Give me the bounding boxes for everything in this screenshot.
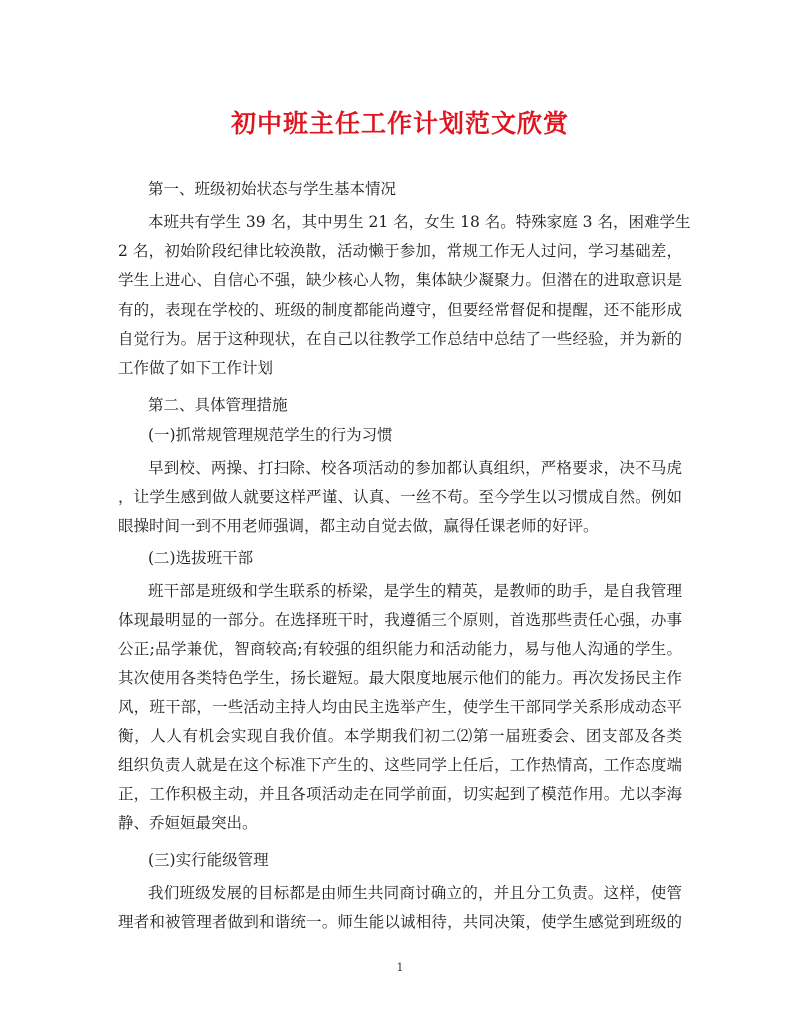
- heading-line: 第二、具体管理措施: [148, 396, 288, 414]
- body-line: 2 名，初始阶段纪律比较涣散，活动懒于参加，常规工作无人过问，学习基础差，: [118, 242, 682, 260]
- body-line: 静、乔姮姮最突出。: [118, 814, 258, 832]
- subheading-line: (三)实行能级管理: [148, 851, 269, 869]
- page-number: 1: [396, 961, 404, 974]
- subheading-line: (一)抓常规管理规范学生的行为习惯: [148, 426, 393, 444]
- body-line: 眼操时间一到不用老师强调，都主动自觉去做，赢得任课老师的好评。: [118, 517, 599, 535]
- body-line: ，让学生感到做人就要这样严谨、认真、一丝不苟。至今学生以习惯成自然。例如: [118, 488, 682, 506]
- document-title: 初中班主任工作计划范文欣赏: [230, 109, 569, 138]
- body-line: 早到校、两操、打扫除、校各项活动的参加都认真组织，严格要求，决不马虎: [148, 459, 682, 477]
- subheading-line: (二)选拔班干部: [148, 549, 254, 567]
- body-line: 自觉行为。居于这种现状，在自己以往教学工作总结中总结了一些经验，并为新的: [118, 330, 682, 348]
- body-line: 工作做了如下工作计划: [118, 359, 274, 377]
- body-line: 正，工作积极主动，并且各项活动走在同学前面，切实起到了模范作用。尤以李海: [118, 785, 682, 803]
- body-line: 衡，人人有机会实现自我价值。本学期我们初二⑵第一届班委会、团支部及各类: [118, 727, 682, 745]
- heading-line: 第一、班级初始状态与学生基本情况: [148, 180, 397, 198]
- body-line: 体现最明显的一部分。在选择班干时，我遵循三个原则，首选那些责任心强，办事: [118, 611, 682, 629]
- body-line: 公正;品学兼优，智商较高;有较强的组织能力和活动能力，易与他人沟通的学生。: [118, 640, 682, 658]
- body-line: 组织负责人就是在这个标准下产生的、这些同学上任后，工作热情高，工作态度端: [118, 756, 682, 774]
- body-line: 班干部是班级和学生联系的桥梁，是学生的精英，是教师的助手，是自我管理: [148, 582, 682, 600]
- body-line: 其次使用各类特色学生，扬长避短。最大限度地展示他们的能力。再次发扬民主作: [118, 669, 682, 687]
- body-line: 有的，表现在学校的、班级的制度都能尚遵守，但要经常督促和提醒，还不能形成: [118, 301, 682, 319]
- body-line: 本班共有学生 39 名，其中男生 21 名，女生 18 名。特殊家庭 3 名，困难学生: [148, 213, 691, 231]
- body-line: 学生上进心、自信心不强，缺少核心人物，集体缺少凝聚力。但潜在的进取意识是: [118, 271, 682, 289]
- body-line: 理者和被管理者做到和谐统一。师生能以诚相待，共同决策，使学生感觉到班级的: [118, 913, 682, 931]
- body-line: 我们班级发展的目标都是由师生共同商讨确立的，并且分工负责。这样，使管: [148, 884, 682, 902]
- body-line: 风，班干部，一些活动主持人均由民主选举产生，使学生干部同学关系形成动态平: [118, 698, 682, 716]
